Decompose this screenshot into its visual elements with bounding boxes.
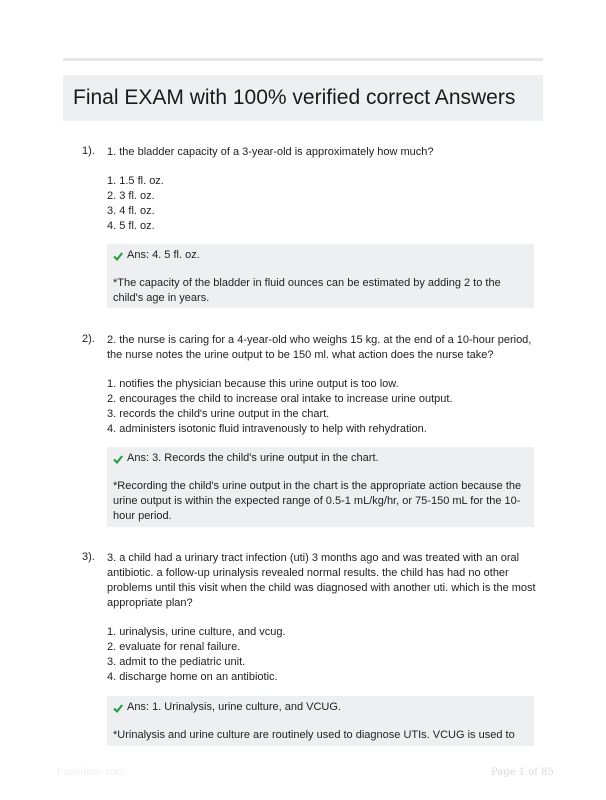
answer-text: Ans: 3. Records the child's urine output in the chart.	[127, 452, 379, 464]
option-list	[107, 625, 286, 685]
check-icon	[113, 251, 123, 261]
question-number: 3).	[82, 551, 95, 563]
answer-panel	[107, 244, 534, 308]
question-text: 1. the bladder capacity of a 3-year-old is approximately how much?	[107, 146, 434, 158]
document-title: Final EXAM with 100% verified correct Answers	[73, 86, 516, 109]
option-item: 4. discharge home on an antibiotic.	[107, 671, 278, 683]
option-list	[107, 174, 164, 234]
answer-panel	[107, 696, 534, 746]
option-item: 1. 1.5 fl. oz.	[107, 175, 164, 187]
question-text: 3. a child had a urinary tract infection (uti) 3 months ago and was treated with an oral antibiotic. a follow-up urinalysis revealed normal results. the child has had no other problems until this visit when the child was diagnosed with another uti. which is the most appropriate plan?	[107, 552, 536, 609]
option-item: 2. 3 fl. oz.	[107, 190, 155, 202]
answer-panel	[107, 447, 534, 527]
check-icon	[113, 454, 123, 464]
check-icon	[113, 703, 123, 713]
option-item: 2. evaluate for renal failure.	[107, 641, 241, 653]
question-text: 2. the nurse is caring for a 4-year-old who weighs 15 kg. at the end of a 10-hour period, the nurse notes the urine output to be 150 ml. what action does the nurse take?	[107, 334, 532, 361]
footer-page-number: Page 1 of 85	[491, 767, 554, 778]
answer-text: Ans: 1. Urinalysis, urine culture, and VCUG.	[127, 701, 341, 713]
rationale-text: *Urinalysis and urine culture are routinely used to diagnose UTIs. VCUG is used to	[113, 729, 515, 741]
rationale-text: *The capacity of the bladder in fluid ounces can be estimated by adding 2 to the child's age in years.	[113, 277, 501, 304]
title-banner	[63, 75, 543, 121]
option-item: 4. 5 fl. oz.	[107, 220, 155, 232]
option-item: 2. encourages the child to increase oral intake to increase urine output.	[107, 393, 453, 405]
option-item: 1. urinalysis, urine culture, and vcug.	[107, 626, 286, 638]
option-item: 3. 4 fl. oz.	[107, 205, 155, 217]
answer-text: Ans: 4. 5 fl. oz.	[127, 249, 200, 261]
option-item: 1. notifies the physician because this urine output is too low.	[107, 378, 399, 390]
footer-site: Paperfitter.com	[57, 767, 125, 778]
option-item: 3. admit to the pediatric unit.	[107, 656, 246, 668]
answer-line	[113, 451, 528, 466]
question-number: 2).	[82, 333, 95, 345]
option-item: 3. records the child's urine output in the chart.	[107, 408, 330, 420]
answer-line	[113, 700, 528, 715]
top-divider	[63, 58, 543, 61]
rationale-text: *Recording the child's urine output in the chart is the appropriate action because the urine output is within the expected range of 0.5-1 mL/kg/hr, or 75-150 mL for the 10-hour period.	[113, 480, 522, 522]
answer-line	[113, 248, 528, 263]
option-item: 4. administers isotonic fluid intravenously to help with rehydration.	[107, 423, 427, 435]
question-number: 1).	[82, 145, 95, 157]
option-list	[107, 377, 453, 437]
